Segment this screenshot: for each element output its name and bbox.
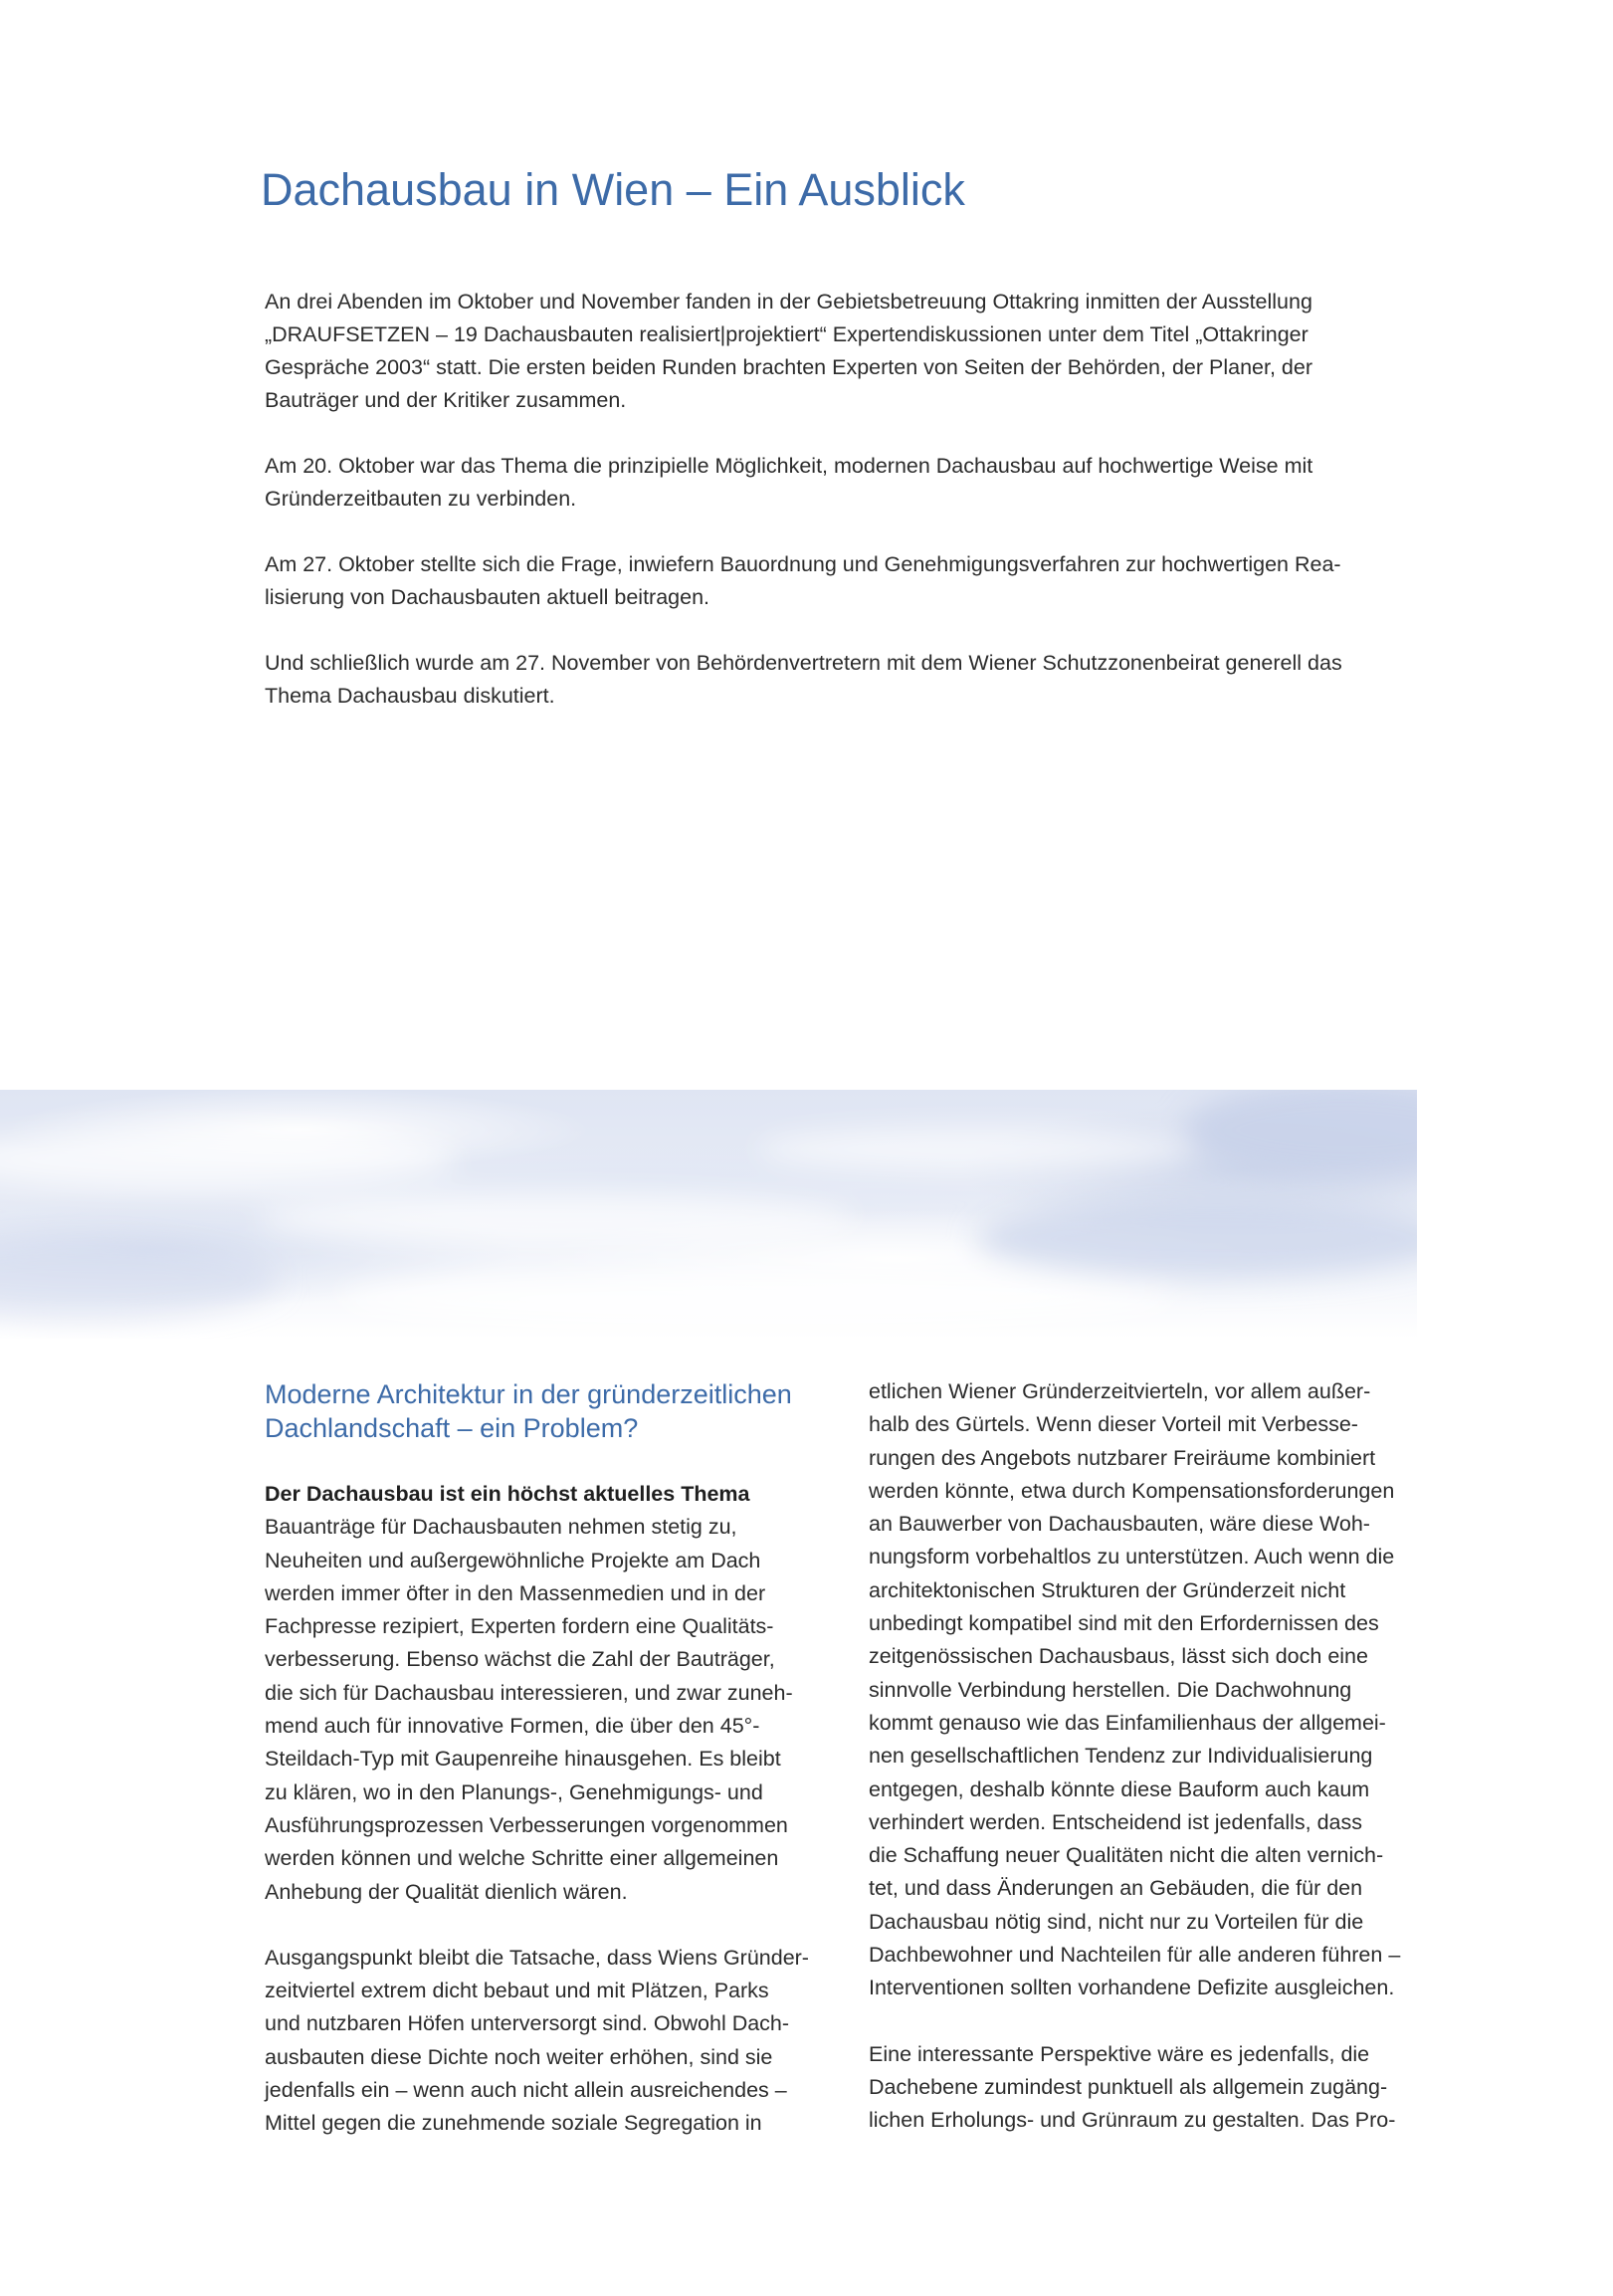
text-line: entgegen, deshalb könnte diese Bauform auch kaum <box>869 1776 1370 1801</box>
text-line: Bauanträge für Dachausbauten nehmen stetig zu, <box>265 1515 737 1540</box>
intro-text <box>265 286 1371 745</box>
text-line: jedenfalls ein – wenn auch nicht allein ausreichendes – <box>265 2078 787 2103</box>
text-line: verbesserung. Ebenso wächst die Zahl der Bauträger, <box>265 1647 775 1672</box>
text-line: sinnvolle Verbindung herstellen. Die Dachwohnung <box>869 1677 1352 1702</box>
section-title-line: Moderne Architektur in der gründerzeitlichen <box>265 1379 792 1409</box>
section-title <box>265 1377 822 1445</box>
lead-heading: Der Dachausbau ist ein höchst aktuelles Thema <box>265 1482 750 1506</box>
article-paragraph <box>869 2038 1426 2138</box>
text-line: die Schaffung neuer Qualitäten nicht die alten vernich- <box>869 1843 1384 1868</box>
text-line: Thema Dachausbau diskutiert. <box>265 684 555 708</box>
text-line: verhindert werden. Entscheidend ist jedenfalls, dass <box>869 1809 1362 1834</box>
cloud-shapes <box>0 1090 1417 1339</box>
text-line: Anhebung der Qualität dienlich wären. <box>265 1879 628 1904</box>
text-line: zeitviertel extrem dicht bebaut und mit Plätzen, Parks <box>265 1979 769 2003</box>
article-paragraph <box>265 1942 822 2141</box>
text-line: lichen Erholungs- und Grünraum zu gestalten. Das Pro- <box>869 2108 1396 2133</box>
text-line: werden könnte, etwa durch Kompensationsforderungen <box>869 1478 1395 1503</box>
text-line: Dachbewohner und Nachteilen für alle anderen führen – <box>869 1943 1401 1968</box>
article-column-right <box>869 1375 1426 2138</box>
text-line: werden können und welche Schritte einer allgemeinen <box>265 1846 779 1871</box>
text-line: Gespräche 2003“ statt. Die ersten beiden Runden brachten Experten von Seiten der Behörden, der Planer, der <box>265 355 1312 379</box>
article-column-left <box>265 1377 822 2141</box>
page-title: Dachausbau in Wien – Ein Ausblick <box>261 164 965 215</box>
text-line: Am 20. Oktober war das Thema die prinzipielle Möglichkeit, modernen Dachausbau auf hochwertige Weise mit <box>265 454 1313 478</box>
text-line: an Bauwerber von Dachausbauten, wäre diese Woh- <box>869 1512 1370 1537</box>
intro-paragraph <box>265 548 1371 614</box>
text-line: zu klären, wo in den Planungs-, Genehmigungs- und <box>265 1779 763 1804</box>
text-line: nen gesellschaftlichen Tendenz zur Individualisierung <box>869 1744 1373 1769</box>
text-line: mend auch für innovative Formen, die über den 45°- <box>265 1714 760 1739</box>
text-line: zeitgenössischen Dachausbaus, lässt sich doch eine <box>869 1644 1368 1669</box>
text-line: Ausführungsprozessen Verbesserungen vorgenommen <box>265 1812 788 1837</box>
text-line: Und schließlich wurde am 27. November von Behördenvertretern mit dem Wiener Schutzzonenbeirat generell das <box>265 651 1342 675</box>
text-line: lisierung von Dachausbauten aktuell beitragen. <box>265 585 710 609</box>
text-line: Bauträger und der Kritiker zusammen. <box>265 388 627 412</box>
text-line: Fachpresse rezipiert, Experten fordern eine Qualitäts- <box>265 1614 774 1639</box>
text-line: unbedingt kompatibel sind mit den Erfordernissen des <box>869 1611 1379 1636</box>
text-line: tet, und dass Änderungen an Gebäuden, die für den <box>869 1876 1363 1901</box>
text-line: werden immer öfter in den Massenmedien und in der <box>265 1580 766 1605</box>
text-line: und nutzbaren Höfen unterversorgt sind. Obwohl Dach- <box>265 2011 790 2036</box>
article-paragraph <box>265 1478 822 1909</box>
text-line: etlichen Wiener Gründerzeitvierteln, vor allem außer- <box>869 1379 1371 1403</box>
text-line: Neuheiten und außergewöhnliche Projekte am Dach <box>265 1548 761 1572</box>
text-line: rungen des Angebots nutzbarer Freiräume kombiniert <box>869 1445 1376 1470</box>
intro-paragraph <box>265 286 1371 417</box>
section-title-line: Dachlandschaft – ein Problem? <box>265 1413 639 1443</box>
text-line: die sich für Dachausbau interessieren, und zwar zuneh- <box>265 1680 793 1705</box>
article-paragraph <box>869 1375 1426 2005</box>
text-line: Dachausbau nötig sind, nicht nur zu Vorteilen für die <box>869 1909 1364 1934</box>
text-line: Mittel gegen die zunehmende soziale Segregation in <box>265 2111 762 2136</box>
text-line: Dachebene zumindest punktuell als allgemein zugäng- <box>869 2074 1388 2099</box>
text-line: halb des Gürtels. Wenn dieser Vorteil mit Verbesse- <box>869 1412 1358 1437</box>
text-line: Eine interessante Perspektive wäre es jedenfalls, die <box>869 2041 1370 2066</box>
text-line: architektonischen Strukturen der Gründerzeit nicht <box>869 1577 1346 1602</box>
text-line: Gründerzeitbauten zu verbinden. <box>265 487 577 511</box>
text-line: „DRAUFSETZEN – 19 Dachausbauten realisiert|projektiert“ Expertendiskussionen unter dem Titel „Ottakringer <box>265 322 1309 346</box>
text-line: ausbauten diese Dichte noch weiter erhöhen, sind sie <box>265 2044 773 2069</box>
text-line: nungsform vorbehaltlos zu unterstützen. Auch wenn die <box>869 1545 1395 1569</box>
cloud-sky-image <box>0 1090 1417 1339</box>
intro-paragraph <box>265 450 1371 516</box>
intro-paragraph <box>265 647 1371 713</box>
text-line: kommt genauso wie das Einfamilienhaus der allgemei- <box>869 1710 1386 1735</box>
text-line: Am 27. Oktober stellte sich die Frage, inwiefern Bauordnung und Genehmigungsverfahren zur hochwertigen Rea- <box>265 552 1341 576</box>
text-line: Interventionen sollten vorhandene Defizite ausgleichen. <box>869 1976 1395 2000</box>
text-line: Ausgangspunkt bleibt die Tatsache, dass Wiens Gründer- <box>265 1945 809 1970</box>
text-line: An drei Abenden im Oktober und November fanden in der Gebietsbetreuung Ottakring inmitten der Ausstellung <box>265 290 1312 313</box>
text-line: Steildach-Typ mit Gaupenreihe hinausgehen. Es bleibt <box>265 1747 781 1772</box>
